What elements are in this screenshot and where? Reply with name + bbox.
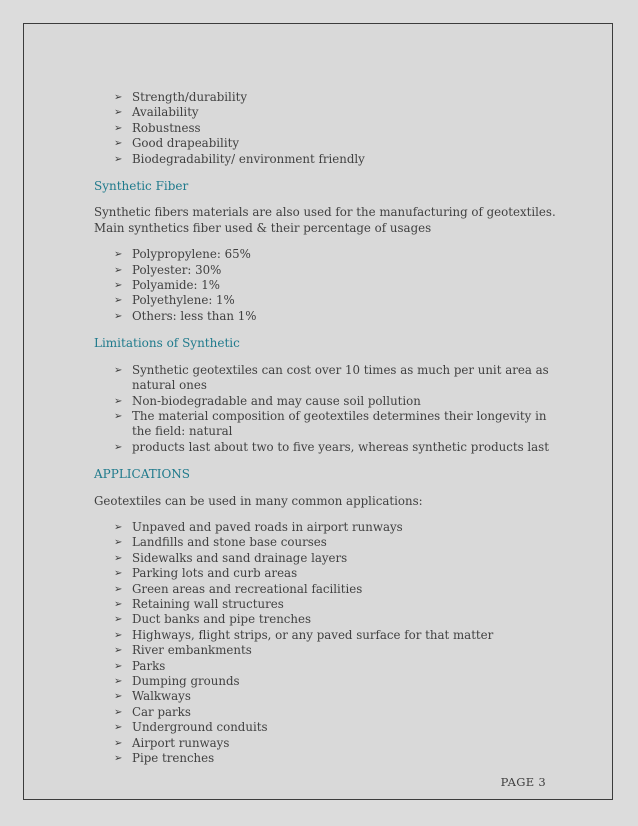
list-item-text: The material composition of geotextiles determines their longevity in the field: natural: [132, 408, 547, 439]
application-item: [114, 643, 564, 658]
application-item: [114, 674, 564, 689]
list-item-text: Underground conduits: [132, 720, 268, 735]
list-item-text: River embankments: [132, 643, 252, 658]
list-item-text: Walkways: [132, 689, 191, 704]
list-item-text: Parking lots and curb areas: [132, 566, 298, 581]
application-item: [114, 689, 564, 704]
list-item-text: Polypropylene: 65%: [132, 247, 251, 262]
page-content: [94, 90, 564, 766]
arrow-bullet-icon: ➢: [114, 264, 123, 276]
property-list-item: [114, 136, 564, 151]
application-item: [114, 582, 564, 597]
list-item-text: Non-biodegradable and may cause soil pollution: [132, 393, 421, 408]
list-item-text: Biodegradability/ environment friendly: [132, 151, 365, 166]
list-item-text: Car parks: [132, 704, 191, 719]
list-item-text: Synthetic geotextiles can cost over 10 times as much per unit area as natural ones: [132, 362, 549, 393]
application-item: [114, 551, 564, 566]
list-item-text: Dumping grounds: [132, 674, 240, 688]
synthetic-fiber-item: [114, 309, 564, 324]
application-item: [114, 751, 564, 766]
list-item-text: Parks: [132, 658, 166, 673]
list-item-text: Polyester: 30%: [132, 262, 222, 277]
applications-paragraph: Geotextiles can be used in many common applications:: [94, 493, 423, 508]
arrow-bullet-icon: ➢: [114, 676, 123, 687]
arrow-bullet-icon: ➢: [114, 660, 123, 672]
document-page: [23, 23, 613, 800]
arrow-bullet-icon: ➢: [114, 122, 123, 134]
property-list-item: [114, 121, 564, 136]
synthetic-fiber-item: [114, 293, 564, 308]
arrow-bullet-icon: ➢: [114, 629, 123, 641]
application-item: [114, 520, 564, 535]
arrow-bullet-icon: ➢: [114, 280, 123, 292]
list-item-text: Availability: [132, 105, 199, 120]
application-item: [114, 628, 564, 643]
arrow-bullet-icon: ➢: [114, 410, 123, 422]
arrow-bullet-icon: ➢: [114, 537, 123, 549]
arrow-bullet-icon: ➢: [114, 706, 123, 718]
limitations-heading: Limitations of Synthetic: [94, 336, 240, 351]
arrow-bullet-icon: ➢: [114, 598, 123, 610]
application-item: [114, 597, 564, 612]
list-item-text: Sidewalks and sand drainage layers: [132, 550, 348, 565]
arrow-bullet-icon: ➢: [114, 722, 123, 734]
arrow-bullet-icon: ➢: [114, 310, 123, 322]
page-number: PAGE 3: [500, 775, 546, 789]
arrow-bullet-icon: ➢: [114, 568, 123, 580]
arrow-bullet-icon: ➢: [114, 645, 123, 657]
arrow-bullet-icon: ➢: [114, 107, 123, 119]
application-item: [114, 736, 564, 751]
application-item: [114, 535, 564, 550]
list-item-text: Green areas and recreational facilities: [132, 581, 363, 596]
list-item-text: products last about two to five years, whereas synthetic products last: [132, 439, 549, 454]
synthetic-fiber-item: [114, 278, 564, 293]
property-list-item: [114, 152, 564, 167]
list-item-text: Good drapeability: [132, 136, 239, 151]
arrow-bullet-icon: ➢: [114, 364, 123, 376]
synthetic-fiber-item: [114, 263, 564, 278]
arrow-bullet-icon: ➢: [114, 153, 123, 165]
limitation-item: [114, 440, 564, 455]
application-item: [114, 659, 564, 674]
synthetic-fiber-paragraph: Synthetic fibers materials are also used for the manufacturing of geotextiles. Main synthetics fiber used & their percentage of usages: [94, 205, 556, 235]
properties-list: [94, 90, 564, 167]
list-item-text: Landfills and stone base courses: [132, 535, 327, 550]
list-item-text: Polyethylene: 1%: [132, 293, 235, 308]
limitation-item: [114, 363, 564, 394]
application-item: [114, 705, 564, 720]
applications-list: [94, 520, 564, 767]
list-item-text: Strength/durability: [132, 90, 248, 104]
list-item-text: Highways, flight strips, or any paved surface for that matter: [132, 627, 494, 642]
arrow-bullet-icon: ➢: [114, 737, 123, 749]
list-item-text: Robustness: [132, 120, 201, 135]
list-item-text: Airport runways: [132, 735, 230, 750]
application-item: [114, 566, 564, 581]
limitation-item: [114, 394, 564, 409]
property-list-item: [114, 105, 564, 120]
list-item-text: Pipe trenches: [132, 751, 215, 766]
application-item: [114, 612, 564, 627]
limitation-item: [114, 409, 564, 440]
arrow-bullet-icon: ➢: [114, 395, 123, 407]
list-item-text: Retaining wall structures: [132, 596, 284, 611]
arrow-bullet-icon: ➢: [114, 441, 123, 453]
synthetic-fiber-list: [94, 247, 564, 324]
arrow-bullet-icon: ➢: [114, 614, 123, 626]
arrow-bullet-icon: ➢: [114, 583, 123, 595]
limitations-list: [94, 363, 564, 455]
property-list-item: [114, 90, 564, 105]
list-item-text: Duct banks and pipe trenches: [132, 612, 312, 627]
arrow-bullet-icon: ➢: [114, 753, 123, 765]
arrow-bullet-icon: ➢: [114, 552, 123, 564]
arrow-bullet-icon: ➢: [114, 521, 123, 533]
application-item: [114, 720, 564, 735]
arrow-bullet-icon: ➢: [114, 691, 123, 703]
list-item-text: Others: less than 1%: [132, 308, 257, 323]
applications-heading: APPLICATIONS: [94, 467, 191, 482]
synthetic-fiber-heading: Synthetic Fiber: [94, 179, 189, 194]
arrow-bullet-icon: ➢: [114, 138, 123, 150]
synthetic-fiber-item: [114, 247, 564, 262]
arrow-bullet-icon: ➢: [114, 295, 123, 307]
arrow-bullet-icon: ➢: [114, 249, 123, 261]
list-item-text: Unpaved and paved roads in airport runways: [132, 519, 403, 534]
list-item-text: Polyamide: 1%: [132, 278, 220, 293]
arrow-bullet-icon: ➢: [114, 92, 123, 103]
